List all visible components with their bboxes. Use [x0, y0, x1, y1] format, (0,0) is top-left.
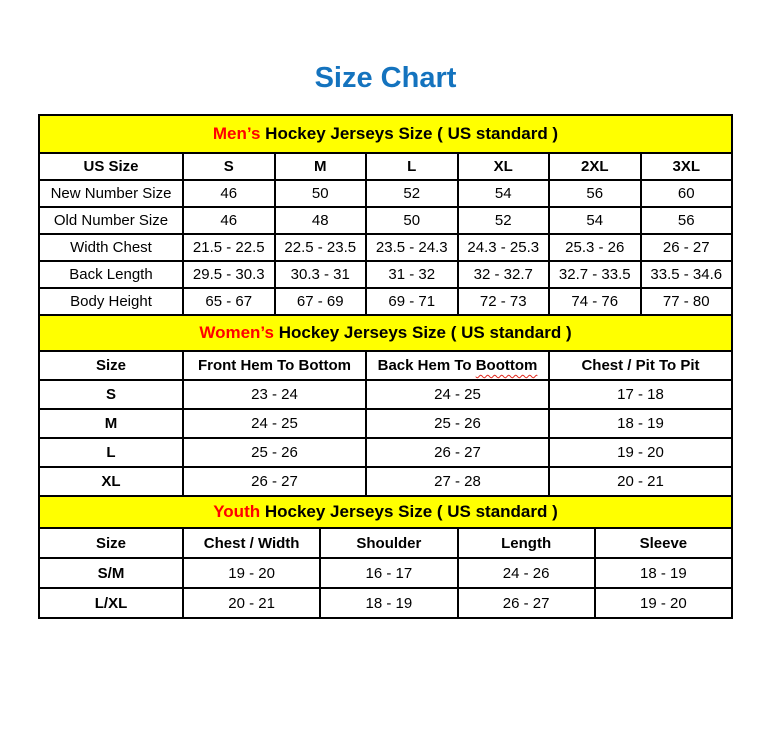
table-cell: 52 — [458, 207, 550, 234]
column-header: Chest / Width — [183, 528, 320, 558]
table-cell: 31 - 32 — [366, 261, 458, 288]
youth-section-band — [39, 496, 732, 528]
row-label: Old Number Size — [39, 207, 183, 234]
table-cell: 25.3 - 26 — [549, 234, 641, 261]
table-cell: 29.5 - 30.3 — [183, 261, 275, 288]
table-cell: 56 — [641, 207, 733, 234]
table-cell: 67 - 69 — [275, 288, 367, 315]
row-label: S — [39, 380, 183, 409]
youth-header-row — [39, 528, 732, 558]
row-label: Body Height — [39, 288, 183, 315]
youth-band-prefix: Youth — [213, 502, 261, 521]
table-cell: 32 - 32.7 — [458, 261, 550, 288]
row-label: Back Length — [39, 261, 183, 288]
table-row — [39, 261, 732, 288]
column-header: S — [183, 153, 275, 180]
mens-band-text: Hockey Jerseys Size ( US standard ) — [265, 124, 559, 143]
mens-section-title — [39, 115, 732, 153]
table-cell: 50 — [366, 207, 458, 234]
table-row — [39, 180, 732, 207]
table-row — [39, 288, 732, 315]
table-cell: 18 - 19 — [549, 409, 732, 438]
table-cell: 26 - 27 — [183, 467, 366, 496]
womens-header-row — [39, 351, 732, 380]
column-header: Shoulder — [320, 528, 457, 558]
table-cell: 16 - 17 — [320, 558, 457, 588]
back-hem-label-part: Back Hem To — [377, 357, 476, 374]
table-cell: 24 - 25 — [366, 380, 549, 409]
table-cell: 48 — [275, 207, 367, 234]
mens-band-prefix: Men’s — [212, 124, 261, 143]
table-cell: 56 — [549, 180, 641, 207]
table-cell: 23.5 - 24.3 — [366, 234, 458, 261]
size-chart-table — [38, 114, 733, 619]
table-cell: 33.5 - 34.6 — [641, 261, 733, 288]
table-row — [39, 438, 732, 467]
column-header: Front Hem To Bottom — [183, 351, 366, 380]
size-chart-document — [38, 62, 733, 619]
table-cell: 23 - 24 — [183, 380, 366, 409]
table-cell: 18 - 19 — [595, 558, 732, 588]
table-cell: 24 - 26 — [458, 558, 595, 588]
table-cell: 21.5 - 22.5 — [183, 234, 275, 261]
table-cell: 19 - 20 — [183, 558, 320, 588]
table-cell: 72 - 73 — [458, 288, 550, 315]
table-cell: 52 — [366, 180, 458, 207]
column-header: Length — [458, 528, 595, 558]
table-cell: 74 - 76 — [549, 288, 641, 315]
column-header: Size — [39, 528, 183, 558]
column-header: 2XL — [549, 153, 641, 180]
table-row — [39, 207, 732, 234]
youth-section-title — [39, 496, 732, 528]
table-row — [39, 409, 732, 438]
table-row — [39, 234, 732, 261]
table-cell: 26 - 27 — [641, 234, 733, 261]
table-cell: 24.3 - 25.3 — [458, 234, 550, 261]
table-cell: 46 — [183, 207, 275, 234]
table-cell: 77 - 80 — [641, 288, 733, 315]
table-row — [39, 588, 732, 618]
table-cell: 18 - 19 — [320, 588, 457, 618]
table-cell: 27 - 28 — [366, 467, 549, 496]
table-cell: 60 — [641, 180, 733, 207]
table-cell: 25 - 26 — [183, 438, 366, 467]
table-cell: 19 - 20 — [595, 588, 732, 618]
column-header: M — [275, 153, 367, 180]
table-cell: 24 - 25 — [183, 409, 366, 438]
column-header: US Size — [39, 153, 183, 180]
column-header: XL — [458, 153, 550, 180]
table-cell: 25 - 26 — [366, 409, 549, 438]
row-label: XL — [39, 467, 183, 496]
mens-section-band — [39, 115, 732, 153]
column-header: L — [366, 153, 458, 180]
table-row — [39, 558, 732, 588]
womens-band-text: Hockey Jerseys Size ( US standard ) — [278, 323, 572, 342]
table-cell: 20 - 21 — [549, 467, 732, 496]
table-cell: 22.5 - 23.5 — [275, 234, 367, 261]
table-cell: 26 - 27 — [366, 438, 549, 467]
table-cell: 26 - 27 — [458, 588, 595, 618]
table-cell: 54 — [458, 180, 550, 207]
table-cell: 30.3 - 31 — [275, 261, 367, 288]
womens-band-prefix: Women’s — [199, 323, 274, 342]
row-label: L/XL — [39, 588, 183, 618]
table-cell: 54 — [549, 207, 641, 234]
row-label: S/M — [39, 558, 183, 588]
row-label: New Number Size — [39, 180, 183, 207]
row-label: Width Chest — [39, 234, 183, 261]
youth-band-text: Hockey Jerseys Size ( US standard ) — [264, 502, 558, 521]
row-label: M — [39, 409, 183, 438]
column-header — [366, 351, 549, 380]
table-row — [39, 467, 732, 496]
table-cell: 32.7 - 33.5 — [549, 261, 641, 288]
table-cell: 50 — [275, 180, 367, 207]
table-row — [39, 380, 732, 409]
table-cell: 69 - 71 — [366, 288, 458, 315]
column-header: Size — [39, 351, 183, 380]
column-header: Sleeve — [595, 528, 732, 558]
misspelled-word: Boottom — [475, 357, 538, 374]
table-cell: 19 - 20 — [549, 438, 732, 467]
column-header: 3XL — [641, 153, 733, 180]
column-header: Chest / Pit To Pit — [549, 351, 732, 380]
table-cell: 46 — [183, 180, 275, 207]
mens-header-row — [39, 153, 732, 180]
table-cell: 17 - 18 — [549, 380, 732, 409]
table-cell: 20 - 21 — [183, 588, 320, 618]
page-title: Size Chart — [314, 62, 457, 94]
table-cell: 65 - 67 — [183, 288, 275, 315]
womens-section-band — [39, 315, 732, 351]
row-label: L — [39, 438, 183, 467]
womens-section-title — [39, 315, 732, 351]
